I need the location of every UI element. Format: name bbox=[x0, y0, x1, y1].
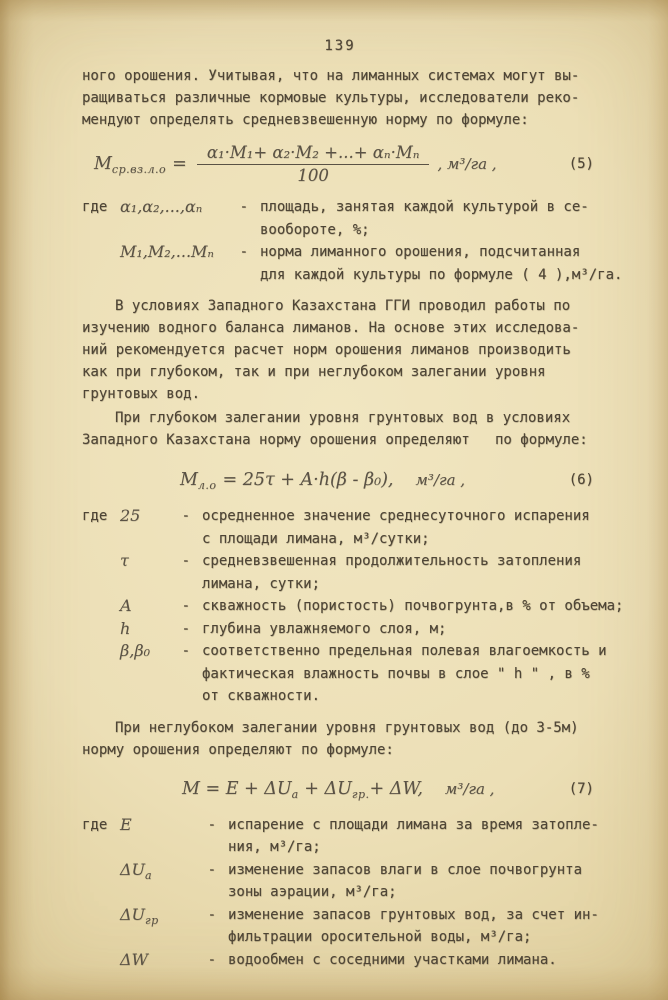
dash: - bbox=[181, 598, 190, 614]
where-label: где bbox=[82, 199, 108, 215]
text-line: фильтрации оросительной воды, м³/га; bbox=[228, 929, 532, 945]
text-line: от скважности. bbox=[202, 688, 321, 704]
text-line: норму орошения определяют по формуле: bbox=[82, 741, 394, 758]
dash: - bbox=[181, 643, 190, 659]
text-line: вообороте, %; bbox=[260, 221, 370, 238]
dash: - bbox=[207, 816, 216, 833]
definition-term: ΔW - bbox=[120, 949, 216, 972]
definition-row bbox=[82, 949, 598, 972]
text-line: фактическая влажность почвы в слое " h " , в % bbox=[202, 665, 590, 682]
definition-term: M₁,M₂,...Mₙ - bbox=[120, 241, 248, 264]
formula-7-subscript-gr: гр. bbox=[351, 787, 370, 801]
dash: - bbox=[239, 199, 248, 215]
fraction-denominator: 100 bbox=[297, 166, 329, 185]
text-line: ний рекомендуется расчет норм орошения лиманов производить bbox=[82, 342, 571, 358]
formula-5-lhs-subscript: ср.вз.л.о bbox=[111, 163, 167, 176]
formula-6-units: м³/га , bbox=[415, 471, 466, 489]
text-line: ного орошения. Учитывая, что на лиманных системах могут вы- bbox=[82, 68, 580, 84]
dash: - bbox=[181, 553, 190, 569]
paragraph-deep-groundwater bbox=[82, 407, 598, 451]
text-line: площадь, занятая каждой культурой в се- bbox=[260, 199, 589, 215]
definition-description bbox=[216, 904, 599, 949]
definition-row bbox=[82, 904, 598, 949]
definition-term: ΔUа - bbox=[120, 859, 216, 882]
definitions-formula-7 bbox=[82, 814, 598, 972]
definitions-formula-5 bbox=[82, 196, 623, 286]
paragraph-shallow-groundwater bbox=[82, 717, 598, 761]
formula-6-lhs: Mл.о bbox=[180, 470, 217, 492]
definition-row bbox=[82, 505, 598, 550]
text-line: как при глубоком, так и при неглубоком залегании уровня bbox=[82, 364, 546, 380]
dash: - bbox=[207, 861, 216, 878]
text-line: для каждой культуры по формуле ( 4 ),м³/га. bbox=[260, 266, 623, 283]
text-line: изменение запасов грунтовых вод, за счет ин- bbox=[228, 906, 599, 923]
definition-row bbox=[82, 550, 598, 595]
text-line: изучению водного баланса лиманов. На основе этих исследова- bbox=[82, 320, 580, 336]
formula-7-subscript-a: а bbox=[291, 787, 299, 801]
definition-row bbox=[82, 814, 598, 859]
text-line: В условиях Западного Казахстана ГГИ проводил работы по bbox=[115, 298, 571, 314]
dash: - bbox=[181, 620, 190, 637]
text-line: При глубоком залегании уровня грунтовых вод в условиях bbox=[115, 410, 571, 426]
formula-7-body: M = E + ΔUа + ΔUгр.+ ΔW, bbox=[182, 778, 423, 801]
definition-term: A - bbox=[120, 595, 190, 618]
formula-5-units: , м³/га , bbox=[437, 155, 497, 173]
text-line: изменение запасов влаги в слое почвогрунта bbox=[228, 861, 583, 878]
equals-sign: = bbox=[172, 154, 187, 174]
definition-description bbox=[190, 618, 598, 641]
formula-7-number: (7) bbox=[568, 780, 594, 797]
page-number: 139 bbox=[324, 38, 356, 54]
text-line: зоны аэрации, м³/га; bbox=[228, 884, 397, 900]
definition-description bbox=[190, 505, 598, 550]
definition-description bbox=[190, 640, 607, 708]
definition-description bbox=[248, 241, 622, 286]
definition-row bbox=[82, 618, 598, 641]
definition-term: h - bbox=[120, 618, 190, 641]
definition-row bbox=[82, 196, 598, 241]
definition-row bbox=[82, 859, 598, 904]
dash: - bbox=[207, 951, 216, 968]
text-line: ния, м³/га; bbox=[228, 839, 321, 855]
text-line: лимана, сутки; bbox=[202, 575, 321, 592]
definition-description bbox=[216, 859, 598, 904]
where-label: где bbox=[82, 508, 108, 524]
paragraph-ggi bbox=[82, 295, 598, 405]
dash: - bbox=[181, 508, 190, 524]
formula-6-number: (6) bbox=[568, 472, 594, 488]
text-line: средневзвешенная продолжительность затопления bbox=[202, 553, 582, 569]
formula-5-number: (5) bbox=[568, 156, 594, 172]
definition-row bbox=[82, 640, 607, 708]
definition-row bbox=[82, 595, 624, 618]
dash: - bbox=[207, 906, 216, 923]
formula-5 bbox=[82, 138, 598, 190]
text-line: с площади лимана, м³/сутки; bbox=[202, 530, 430, 547]
text-line: норма лиманного орошения, подсчитанная bbox=[260, 244, 581, 260]
definition-term: τ - bbox=[120, 550, 190, 573]
definition-description bbox=[190, 550, 598, 595]
where-label: где bbox=[82, 816, 108, 833]
formula-6-body: = 25τ + A·h(β - β₀), bbox=[222, 470, 394, 490]
paragraph-intro bbox=[82, 65, 598, 131]
formula-6 bbox=[82, 460, 598, 500]
text-line: скважность (пористость) почвогрунта,в % от объема; bbox=[202, 598, 624, 614]
definition-term: ΔUгр - bbox=[120, 904, 216, 927]
text-line: осредненное значение среднесуточного испарения bbox=[202, 508, 590, 524]
text-line: ращиваться различные кормовые культуры, исследователи реко- bbox=[82, 90, 580, 106]
definition-term: 25 - bbox=[120, 505, 190, 528]
definition-description bbox=[248, 196, 598, 241]
definition-description bbox=[190, 595, 623, 618]
fraction-numerator: α₁·M₁+ α₂·M₂ +...+ αₙ·Mₙ bbox=[197, 143, 430, 165]
definition-term: β,β₀ - bbox=[120, 640, 190, 663]
formula-7 bbox=[82, 769, 598, 809]
text-line: испарение с площади лимана за время затопле- bbox=[228, 816, 599, 833]
fraction bbox=[197, 143, 430, 185]
dash: - bbox=[239, 244, 248, 260]
text-line: глубина увлажняемого слоя, м; bbox=[202, 620, 447, 637]
definition-row bbox=[82, 241, 623, 286]
text-line: грунтовых вод. bbox=[82, 386, 201, 402]
definitions-formula-6 bbox=[82, 505, 624, 708]
formula-6-lhs-subscript: л.о bbox=[197, 479, 217, 492]
text-line: Западного Казахстана норму орошения определяют по формуле: bbox=[82, 432, 588, 448]
formula-7-units: м³/га , bbox=[444, 779, 495, 798]
definition-term: α₁,α₂,...,αₙ - bbox=[120, 196, 248, 219]
formula-5-lhs: Mср.вз.л.о bbox=[94, 154, 167, 176]
definition-description bbox=[216, 814, 599, 859]
text-line: соответственно предельная полевая влагоемкость и bbox=[202, 643, 607, 659]
text-line: При неглубоком залегании уровня грунтовых вод (до 3-5м) bbox=[115, 719, 579, 736]
text-line: водообмен с соседними участками лимана. bbox=[228, 951, 557, 968]
text-line: мендуют определять средневзвешенную норму по формуле: bbox=[82, 112, 529, 128]
definition-term: E - bbox=[120, 814, 216, 837]
definition-description bbox=[216, 949, 598, 972]
